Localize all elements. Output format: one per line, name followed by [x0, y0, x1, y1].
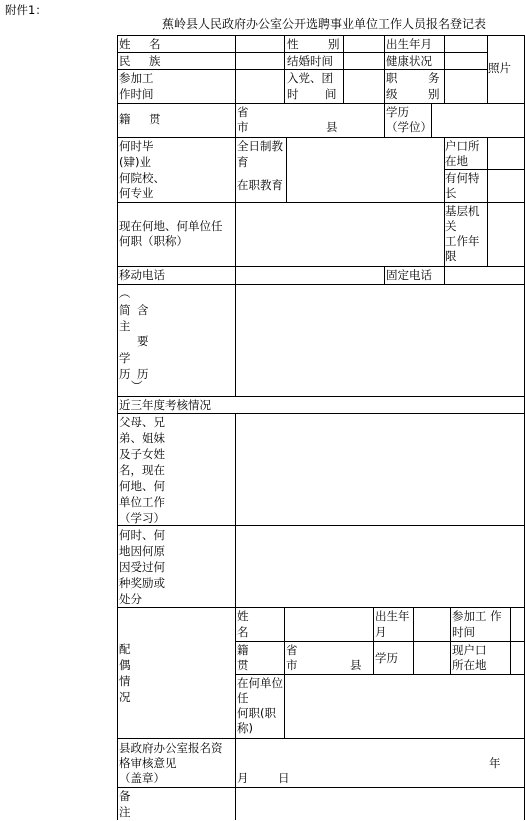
resume-close-bracket: ︶ — [131, 379, 143, 393]
assessment-label: 近三年度考核情况 — [119, 398, 211, 412]
family-label-2: 弟、姐妹 — [119, 431, 165, 445]
ethnic-label-b: 族 — [149, 54, 161, 68]
spouse-label-4: 况 — [119, 690, 131, 704]
family-label-4: 名，现在 — [119, 463, 165, 477]
fulltime-edu-label-1: 全日制教 — [237, 139, 283, 153]
skill-label-1: 有何特 — [445, 171, 480, 185]
resume-char-li2: 历 — [137, 367, 149, 381]
inservice-edu-label: 在职教育 — [237, 178, 283, 192]
hukou-label-1: 户口所 — [445, 139, 480, 153]
mobile-label: 移动电话 — [119, 268, 165, 282]
review-month-label: 月 — [237, 771, 249, 785]
spouse-label-2: 偶 — [119, 658, 131, 672]
award-label-3: 因受过何 — [119, 560, 165, 574]
school-label-1: 何时毕 — [119, 139, 154, 153]
health-label: 健康状况 — [386, 54, 432, 68]
province-label: 省 — [237, 105, 249, 119]
resume-char-han: 含 — [137, 303, 149, 317]
review-label-3: （盖章） — [119, 771, 165, 785]
spouse-label-3: 情 — [119, 674, 131, 688]
current-post-label-1: 现在何地、何单位任 — [119, 219, 223, 233]
duty-label-a: 职 — [386, 71, 398, 85]
review-day-label: 日 — [278, 771, 290, 785]
spouse-unit-label-1: 在何单位 — [237, 676, 283, 690]
education-label-1: 学历 — [386, 105, 409, 119]
ethnic-label-a: 民 — [119, 54, 131, 68]
award-label-2: 地因何原 — [119, 544, 165, 558]
grassroots-label-1: 基层机 — [445, 204, 480, 218]
fulltime-edu-label-2: 育 — [237, 155, 249, 169]
spouse-name-label-2: 名 — [237, 625, 249, 639]
city-label: 市 — [237, 120, 249, 134]
spouse-unit-label-2: 任 — [237, 691, 249, 705]
work-start-label-2: 作时间 — [119, 87, 154, 101]
education-label-2: （学位） — [386, 120, 432, 134]
grassroots-label-3: 工作年 — [445, 234, 480, 248]
birth-label: 出生年月 — [386, 37, 432, 51]
family-label-7: （学习） — [119, 511, 165, 525]
gender-label-a: 性 — [287, 37, 299, 51]
resume-char-xue: 学 — [119, 351, 131, 365]
spouse-label-1: 配 — [119, 642, 131, 656]
grassroots-label-2: 关 — [445, 219, 457, 233]
award-label-5: 处分 — [119, 592, 142, 606]
attachment-label: 附件1： — [5, 3, 47, 17]
spouse-hukou-label-1: 现户口 — [452, 643, 487, 657]
family-label-6: 单位工作 — [119, 495, 165, 509]
party-label-2a: 时 — [287, 87, 299, 101]
marital-label: 结婚时间 — [287, 54, 333, 68]
spouse-city-label: 市 — [286, 658, 298, 672]
level-label-b: 别 — [428, 87, 440, 101]
spouse-native-label-2: 贯 — [237, 658, 249, 672]
family-label-3: 及子女姓 — [119, 447, 165, 461]
form-title: 蕉岭县人民政府办公室公开选聘事业单位工作人员报名登记表 — [162, 17, 487, 31]
school-label-3: 何院校、 — [119, 171, 165, 185]
spouse-work-label-2: 时间 — [452, 625, 475, 639]
county-label: 县 — [326, 120, 338, 134]
native-label-a: 籍 — [119, 112, 131, 126]
review-year-label: 年 — [489, 756, 501, 770]
family-label-5: 何地、何 — [119, 479, 165, 493]
resume-open-bracket: ︵ — [119, 286, 131, 300]
remark-label-2: 注 — [119, 805, 131, 819]
spouse-native-label-1: 籍 — [237, 643, 249, 657]
hukou-label-2: 在地 — [445, 154, 468, 168]
resume-char-zhu: 主 — [119, 319, 131, 333]
spouse-unit-label-3: 何职(职 — [237, 706, 276, 720]
spouse-education-label: 学历 — [375, 651, 398, 665]
award-label-4: 种奖励或 — [119, 576, 165, 590]
spouse-county-label: 县 — [350, 658, 362, 672]
party-label-2b: 间 — [325, 87, 337, 101]
resume-char-li1: 历 — [119, 367, 131, 381]
native-label-b: 贯 — [149, 112, 161, 126]
spouse-name-label-1: 姓 — [237, 609, 249, 623]
review-label-2: 格审核意见 — [119, 756, 177, 770]
duty-label-b: 务 — [428, 71, 440, 85]
party-label-1: 入党、团 — [287, 71, 333, 85]
resume-char-yao: 要 — [137, 334, 149, 348]
name-label-b: 名 — [149, 37, 161, 51]
school-label-4: 何专业 — [119, 186, 154, 200]
level-label-a: 级 — [386, 87, 398, 101]
spouse-hukou-label-2: 所在地 — [452, 658, 487, 672]
family-label-1: 父母、兄 — [119, 415, 165, 429]
spouse-unit-label-4: 称) — [237, 721, 253, 735]
skill-label-2: 长 — [445, 186, 457, 200]
landline-label: 固定电话 — [386, 268, 432, 282]
name-label-a: 姓 — [119, 37, 131, 51]
spouse-birth-label-2: 月 — [375, 625, 387, 639]
remark-label-1: 备 — [119, 789, 131, 803]
grassroots-label-4: 限 — [445, 249, 457, 263]
award-label-1: 何时、何 — [119, 528, 165, 542]
current-post-label-2: 何职（职称） — [119, 234, 188, 248]
review-label-1: 县政府办公室报名资 — [119, 741, 223, 755]
spouse-province-label: 省 — [286, 643, 298, 657]
spouse-birth-label-1: 出生年 — [375, 609, 410, 623]
gender-label-b: 别 — [328, 37, 340, 51]
school-label-2: (肄)业 — [119, 155, 151, 169]
photo-label: 照片 — [488, 61, 511, 75]
resume-char-jian: 简 — [119, 303, 131, 317]
work-start-label-1: 参加工 — [119, 71, 154, 85]
spouse-work-label-1: 参加工 作 — [452, 609, 502, 623]
